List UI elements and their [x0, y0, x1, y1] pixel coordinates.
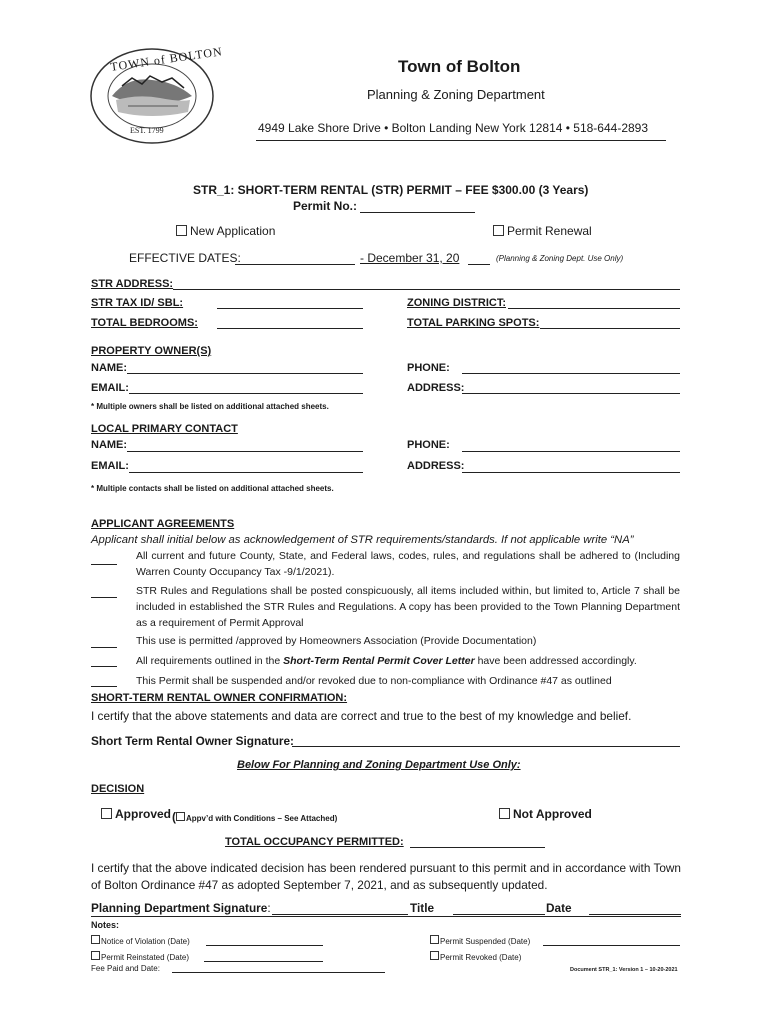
owner-address-label: ADDRESS: [407, 382, 465, 394]
not-approved-option[interactable] [499, 807, 592, 821]
department-address: 4949 Lake Shore Drive • Bolton Landing New York 12814 • 518-644-2893 [258, 121, 649, 135]
property-owner-heading: PROPERTY OWNER(S) [91, 345, 212, 357]
contact-note: * Multiple contacts shall be listed on additional attached sheets. [91, 484, 334, 493]
header-divider [256, 140, 666, 141]
permit-suspended [430, 935, 530, 946]
permit-no-label: Permit No.: [293, 199, 358, 213]
owner-phone-label: PHONE: [407, 362, 450, 374]
open-paren: ( [172, 810, 176, 824]
owner-confirmation-heading: SHORT-TERM RENTAL OWNER CONFIRMATION: [91, 692, 348, 704]
decision-heading: DECISION [91, 783, 145, 795]
initial-field-1[interactable] [91, 564, 117, 565]
owner-email-field[interactable] [129, 393, 363, 394]
approved-conditions-checkbox[interactable] [176, 812, 185, 821]
permit-renewal-checkbox[interactable] [493, 225, 504, 236]
permit-revoked [430, 951, 521, 962]
not-approved-checkbox[interactable] [499, 808, 510, 819]
total-bedrooms-field[interactable] [217, 328, 363, 329]
notice-of-violation-field[interactable] [206, 945, 323, 946]
planning-signature-field[interactable] [272, 914, 408, 915]
title-label: Title [410, 901, 435, 915]
date-field[interactable] [589, 914, 681, 915]
owner-name-field[interactable] [127, 373, 363, 374]
total-parking-field[interactable] [540, 328, 680, 329]
str-tax-id-field[interactable] [217, 308, 363, 309]
notice-of-violation-label: Notice of Violation (Date) [101, 937, 190, 946]
agreement-item-4-post: have been addressed accordingly. [474, 655, 637, 667]
owner-phone-field[interactable] [462, 373, 680, 374]
initial-field-3[interactable] [91, 647, 117, 648]
fee-paid-label: Fee Paid and Date: [91, 964, 160, 973]
agreement-item-2: STR Rules and Regulations shall be posted conspicuously, all items included within, but limited to, Article 7 shall be included in established the STR Rules and Regulations. A copy has been provided to the Town Planning Department as a requirement of Permit Approval [136, 585, 680, 629]
permit-suspended-field[interactable] [543, 945, 680, 946]
contact-name-label: NAME: [91, 439, 128, 451]
fee-paid-field[interactable] [172, 972, 385, 973]
agreement-item-3: This use is permitted /approved by Homeowners Association (Provide Documentation) [136, 635, 537, 647]
permit-reinstated-field[interactable] [204, 961, 323, 962]
new-application-label: New Application [190, 224, 276, 238]
contact-email-label: EMAIL: [91, 460, 129, 472]
decision-certification: I certify that the above indicated decision has been rendered pursuant to this permit and in accordance with Town of Bolton Ordinance #47 as adopted September 7, 2021, and as subsequently updated. [91, 861, 681, 892]
cover-letter-reference: Short-Term Rental Permit Cover Letter [283, 655, 475, 667]
owner-note: * Multiple owners shall be listed on additional attached sheets. [91, 402, 329, 411]
contact-phone-label: PHONE: [407, 439, 450, 451]
contact-phone-field[interactable] [462, 451, 680, 452]
local-contact-heading: LOCAL PRIMARY CONTACT [91, 423, 238, 435]
title-field[interactable] [453, 914, 545, 915]
new-application-checkbox[interactable] [176, 225, 187, 236]
total-occupancy-label: TOTAL OCCUPANCY PERMITTED: [225, 836, 404, 848]
contact-name-field[interactable] [127, 451, 363, 452]
permit-title: STR_1: SHORT-TERM RENTAL (STR) PERMIT – FEE $300.00 (3 Years) [193, 183, 589, 197]
initial-field-5[interactable] [91, 686, 117, 687]
total-occupancy-field[interactable] [410, 847, 545, 848]
owner-address-field[interactable] [462, 393, 680, 394]
owner-signature-field[interactable] [292, 746, 680, 747]
contact-address-field[interactable] [462, 472, 680, 473]
str-address-field[interactable] [173, 289, 680, 290]
total-parking-label: TOTAL PARKING SPOTS: [407, 317, 540, 329]
not-approved-label: Not Approved [513, 807, 592, 821]
owner-email-label: EMAIL: [91, 382, 129, 394]
seal-year: EST. 1799 [130, 126, 164, 135]
permit-reinstated [91, 951, 189, 962]
date-label: Date [546, 901, 572, 915]
owner-confirmation-statement: I certify that the above statements and data are correct and true to the best of my knowledge and belief. [91, 709, 632, 723]
approved-conditions-label: Appv’d with Conditions – See Attached) [186, 814, 338, 823]
str-tax-id-label: STR TAX ID/ SBL: [91, 297, 184, 309]
effective-end-year-field[interactable] [468, 264, 490, 265]
seal-text: TOWN of BOLTON [109, 44, 224, 74]
total-bedrooms-label: TOTAL BEDROOMS: [91, 317, 198, 329]
effective-dates-label: EFFECTIVE DATES: [129, 251, 241, 265]
permit-renewal-label: Permit Renewal [507, 224, 592, 238]
contact-email-field[interactable] [129, 472, 363, 473]
document-id: Document STR_1: Version 1 – 10-20-2021 [570, 967, 678, 973]
permit-reinstated-checkbox[interactable] [91, 951, 100, 960]
notice-of-violation [91, 935, 190, 946]
agreement-item-4-pre: All requirements outlined in the [136, 655, 284, 667]
effective-dates-note: (Planning & Zoning Dept. Use Only) [496, 254, 624, 263]
agreements-heading: APPLICANT AGREEMENTS [91, 518, 235, 530]
office-use-heading: Below For Planning and Zoning Department Use Only: [237, 759, 521, 771]
permit-revoked-checkbox[interactable] [430, 951, 439, 960]
department-name: Planning & Zoning Department [367, 87, 545, 102]
effective-start-field[interactable] [235, 264, 355, 265]
new-application-option[interactable] [176, 224, 275, 238]
permit-no-field[interactable] [360, 212, 475, 213]
contact-address-label: ADDRESS: [407, 460, 465, 472]
planning-signature-label: Planning Department Signature: [91, 901, 271, 915]
owner-signature-label: Short Term Rental Owner Signature: [91, 734, 294, 748]
notes-heading: Notes: [91, 920, 120, 930]
effective-end-date: - December 31, 20 [360, 251, 460, 265]
zoning-district-label: ZONING DISTRICT: [407, 297, 506, 309]
agreements-instruction: Applicant shall initial below as acknowledgement of STR requirements/standards. If not applicable write “NA” [91, 534, 634, 546]
approved-option[interactable] [101, 807, 171, 821]
agreement-item-5: This Permit shall be suspended and/or revoked due to non-compliance with Ordinance #47 as outlined [136, 675, 612, 687]
str-address-label: STR ADDRESS: [91, 278, 174, 290]
approved-conditions-option[interactable] [172, 810, 337, 824]
permit-renewal-option[interactable] [493, 224, 592, 238]
permit-suspended-label: Permit Suspended (Date) [440, 937, 531, 946]
agreement-item-1: All current and future County, State, and Federal laws, codes, rules, and regulations shall be adhered to (Including Warren County Occupancy Tax -9/1/2021). [136, 550, 680, 578]
permit-revoked-label: Permit Revoked (Date) [440, 953, 522, 962]
notice-of-violation-checkbox[interactable] [91, 935, 100, 944]
initial-field-2[interactable] [91, 597, 117, 598]
town-name: Town of Bolton [398, 57, 521, 76]
total-occupancy-text: TOTAL OCCUPANCY PERMITTED [225, 836, 400, 848]
permit-reinstated-label: Permit Reinstated (Date) [101, 953, 190, 962]
permit-suspended-checkbox[interactable] [430, 935, 439, 944]
planning-signature-text: Planning Department Signature [91, 901, 268, 915]
zoning-district-field[interactable] [508, 308, 680, 309]
agreement-item-4 [136, 653, 637, 669]
initial-field-4[interactable] [91, 666, 117, 667]
approved-checkbox[interactable] [101, 808, 112, 819]
owner-name-label: NAME: [91, 362, 128, 374]
approved-label: Approved [115, 807, 172, 821]
notes-divider [91, 916, 681, 917]
